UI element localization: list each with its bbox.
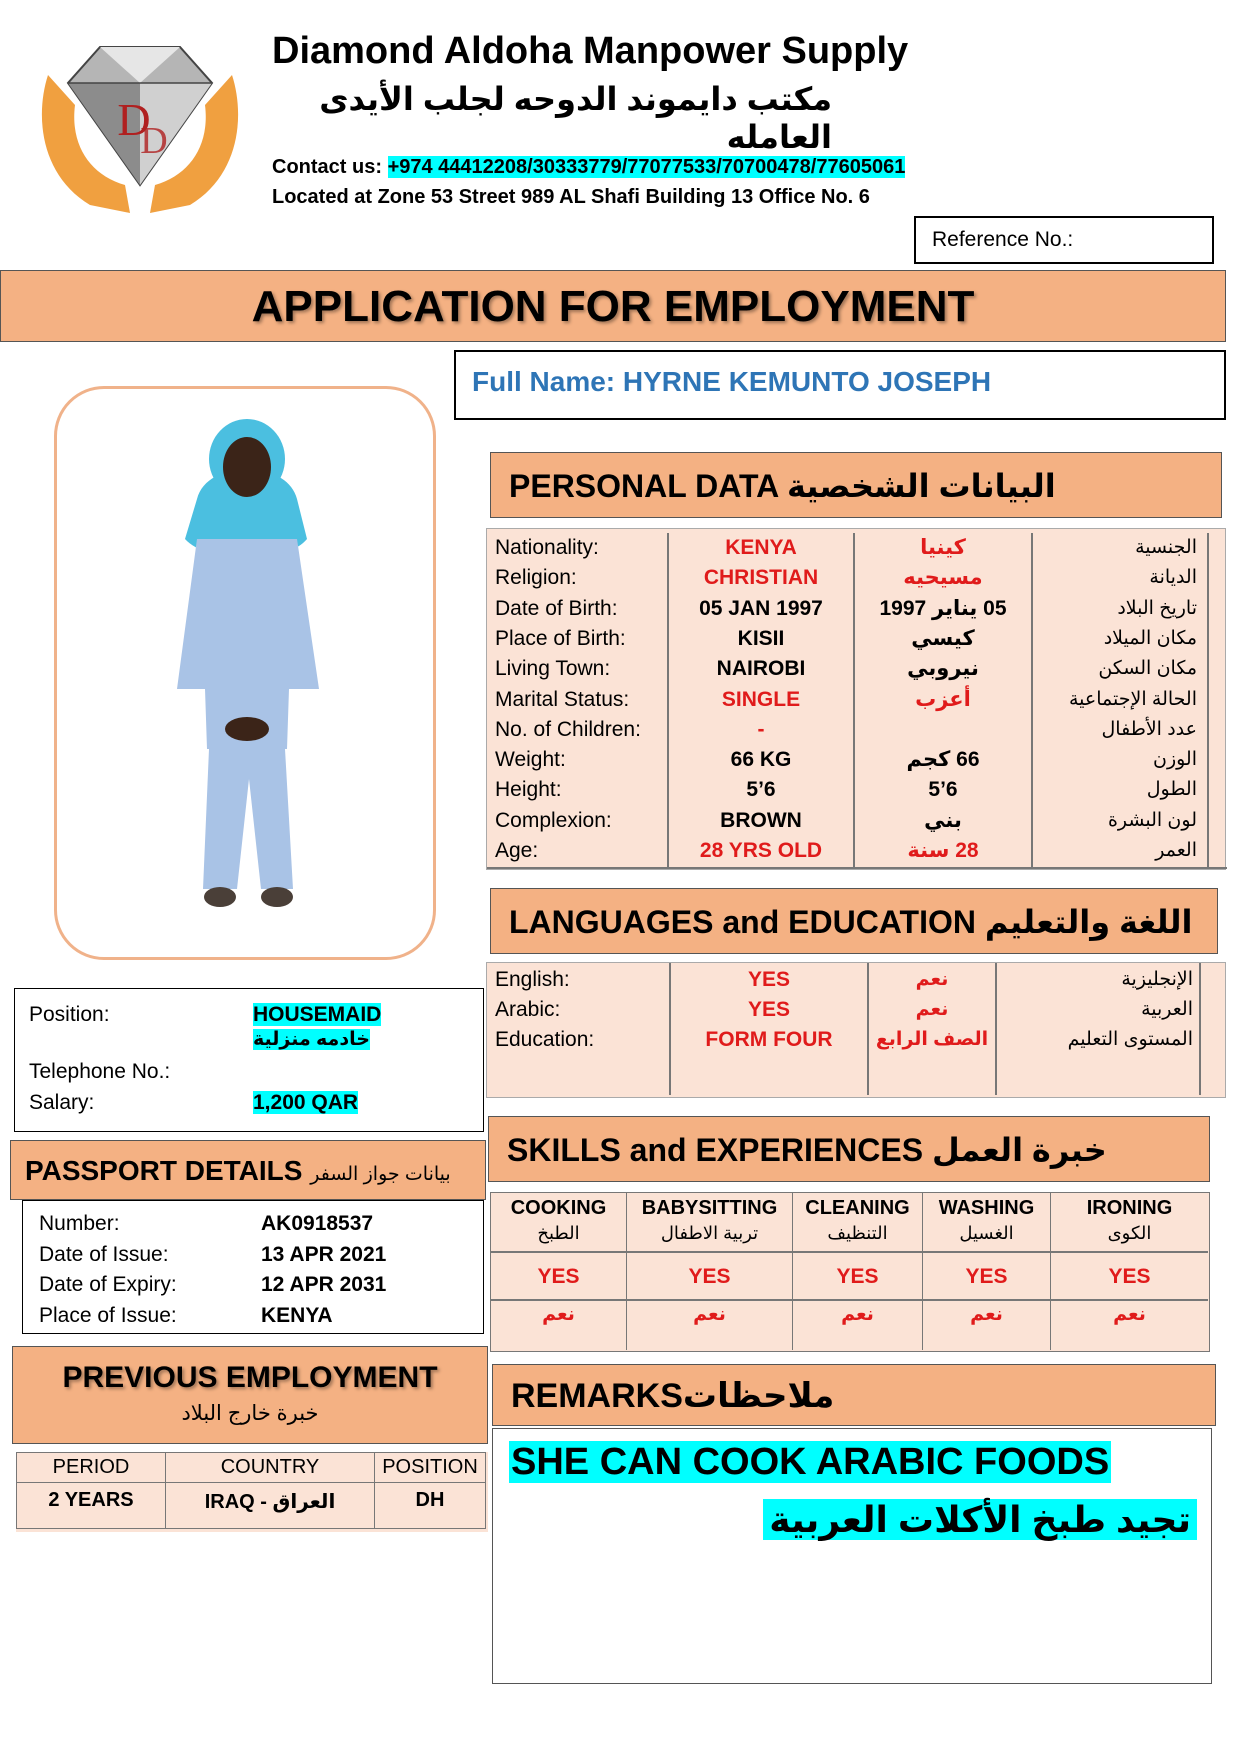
personal-value: KISII	[737, 626, 785, 650]
personal-row	[487, 594, 1227, 624]
skills-table	[490, 1192, 1210, 1352]
skill-column	[1051, 1193, 1208, 1350]
page-title: APPLICATION FOR EMPLOYMENT	[0, 270, 1226, 342]
personal-heading-en: PERSONAL DATA	[509, 468, 779, 504]
passport-row	[39, 1301, 479, 1331]
passport-label: Date of Issue:	[39, 1242, 169, 1266]
skill-yes-ar: نعم	[693, 1304, 726, 1325]
personal-label: Height:	[495, 778, 562, 802]
personal-label-ar: الطول	[1146, 779, 1197, 801]
contact-label: Contact us:	[272, 156, 382, 178]
position-value: HOUSEMAID	[253, 1003, 382, 1026]
skill-yes-ar: نعم	[841, 1304, 874, 1325]
personal-label-ar: الجنسية	[1135, 537, 1197, 558]
skill-column	[793, 1193, 923, 1350]
personal-label: Religion:	[495, 566, 577, 590]
passport-label: Number:	[39, 1212, 120, 1235]
personal-label-ar: لون البشرة	[1107, 809, 1197, 831]
language-row	[487, 995, 1227, 1025]
company-name-en: Diamond Aldoha Manpower Supply	[272, 30, 909, 72]
personal-label: Marital Status:	[495, 687, 630, 711]
language-label: Arabic:	[495, 998, 561, 1021]
skill-name-ar: الكوى	[1107, 1223, 1152, 1243]
position-label: Position:	[29, 1003, 110, 1026]
previous-table	[16, 1452, 488, 1532]
skill-name: IRONING	[1086, 1197, 1173, 1219]
personal-value-ar: 66 كجم	[906, 748, 980, 772]
personal-value: SINGLE	[721, 687, 801, 711]
personal-value: NAIROBI	[716, 657, 806, 681]
col-period: PERIOD	[17, 1453, 166, 1483]
skill-yes-ar: نعم	[1113, 1304, 1146, 1325]
skill-yes-ar: نعم	[970, 1304, 1003, 1325]
personal-label-ar: الوزن	[1152, 749, 1197, 771]
personal-label-ar: عدد الأطفال	[1101, 718, 1197, 740]
personal-value-ar: نيروبي	[907, 657, 979, 681]
passport-label: Date of Expiry:	[39, 1273, 177, 1296]
skill-yes: YES	[1108, 1265, 1151, 1288]
personal-value-ar: بني	[924, 808, 962, 832]
passport-row	[39, 1209, 479, 1239]
language-value: FORM FOUR	[705, 1028, 833, 1051]
personal-value-ar: 05 يناير 1997	[879, 596, 1007, 620]
personal-row	[487, 806, 1227, 836]
contact-line	[272, 156, 905, 179]
personal-value-ar: مسيحيه	[903, 566, 983, 590]
reference-label: Reference No.:	[932, 228, 1074, 251]
language-value-ar: الصف الرابع	[875, 1029, 989, 1050]
personal-value: 05 JAN 1997	[699, 596, 823, 620]
remark-line-en: SHE CAN COOK ARABIC FOODS	[511, 1441, 1110, 1483]
passport-box	[22, 1200, 484, 1334]
prev-position: DH	[375, 1483, 486, 1529]
salary-label: Salary:	[29, 1091, 95, 1114]
skill-yes-ar: نعم	[542, 1304, 575, 1325]
personal-heading-ar: البيانات الشخصية	[786, 468, 1056, 504]
personal-data-table	[486, 528, 1226, 870]
prev-country: IRAQ - العراق	[166, 1483, 375, 1529]
skill-column	[923, 1193, 1051, 1350]
skills-heading-en: SKILLS and EXPERIENCES	[507, 1132, 924, 1168]
passport-row	[39, 1270, 479, 1300]
skill-yes: YES	[537, 1265, 580, 1288]
remark-line-ar: تجيد طبخ الأكلات العربية	[763, 1499, 1197, 1540]
personal-label-ar: تاريخ البلاد	[1117, 597, 1197, 619]
personal-label: Date of Birth:	[495, 596, 618, 620]
previous-heading-en: PREVIOUS EMPLOYMENT	[62, 1361, 438, 1394]
personal-value: KENYA	[725, 536, 797, 559]
passport-header	[10, 1140, 486, 1200]
personal-value-ar: كيسي	[911, 626, 975, 650]
company-name-ar: مكتب دايموند الدوحه لجلب الأيدى العامله	[319, 81, 832, 155]
skill-name: CLEANING	[805, 1197, 910, 1219]
previous-header	[12, 1346, 488, 1444]
skill-column	[627, 1193, 793, 1350]
personal-row	[487, 775, 1227, 805]
language-row	[487, 965, 1227, 995]
skill-column	[491, 1193, 627, 1350]
personal-row	[487, 715, 1227, 745]
personal-label: No. of Children:	[495, 717, 641, 741]
passport-heading-ar: بيانات جواز السفر	[310, 1164, 451, 1185]
personal-row	[487, 654, 1227, 684]
passport-value: KENYA	[261, 1303, 333, 1327]
personal-row	[487, 624, 1227, 654]
passport-value: 13 APR 2021	[261, 1242, 387, 1266]
remarks-heading-en: REMARKS	[511, 1377, 683, 1415]
languages-heading-ar: اللغة والتعليم	[984, 904, 1193, 940]
telephone-label: Telephone No.:	[29, 1060, 171, 1083]
personal-value-ar: 6’5	[928, 778, 958, 802]
address: Located at Zone 53 Street 989 AL Shafi Building 13 Office No. 6	[272, 186, 870, 208]
skill-name: BABYSITTING	[641, 1197, 778, 1219]
col-position: POSITION	[375, 1453, 486, 1483]
personal-label-ar: الحالة الإجتماعية	[1069, 688, 1197, 710]
personal-value-ar: أعزب	[915, 687, 971, 711]
skill-yes: YES	[688, 1265, 731, 1288]
previous-heading-ar: خبرة خارج البلاد	[181, 1402, 319, 1425]
skill-name-ar: الغسيل	[959, 1223, 1014, 1243]
svg-text:D: D	[140, 120, 168, 162]
col-country: COUNTRY	[166, 1453, 375, 1483]
personal-value: 5’6	[746, 778, 776, 802]
full-name-box: Full Name: HYRNE KEMUNTO JOSEPH	[454, 350, 1226, 420]
skill-yes: YES	[836, 1265, 879, 1288]
personal-label: Weight:	[495, 748, 566, 772]
language-label: English:	[495, 968, 570, 991]
personal-label-ar: مكان الميلاد	[1103, 627, 1197, 649]
personal-label: Complexion:	[495, 808, 612, 832]
personal-value: 28 YRS OLD	[699, 839, 823, 862]
languages-heading-en: LANGUAGES and EDUCATION	[509, 904, 976, 940]
languages-header	[490, 888, 1218, 954]
personal-label-ar: العمر	[1155, 840, 1197, 861]
language-value-ar: نعم	[915, 969, 949, 990]
prev-period: 2 YEARS	[17, 1483, 166, 1529]
position-value-ar: خادمه منزلية	[253, 1029, 370, 1050]
company-logo	[30, 35, 250, 215]
language-label: Education:	[495, 1028, 595, 1051]
skill-name: COOKING	[510, 1197, 607, 1219]
personal-row	[487, 533, 1227, 563]
skill-name-ar: تربية الاطفال	[660, 1223, 759, 1243]
svg-text:D: D	[117, 94, 151, 145]
skill-yes: YES	[965, 1265, 1008, 1288]
personal-label: Nationality:	[495, 536, 599, 559]
personal-value: -	[757, 717, 765, 741]
language-value: YES	[747, 998, 791, 1021]
skill-name-ar: الطبخ	[537, 1223, 580, 1243]
salary-value: 1,200 QAR	[253, 1091, 359, 1114]
skills-header	[488, 1116, 1210, 1182]
language-label-ar: الإنجليزية	[1121, 969, 1193, 990]
personal-row	[487, 745, 1227, 775]
remarks-header	[492, 1364, 1216, 1426]
personal-row	[487, 685, 1227, 715]
personal-row	[487, 563, 1227, 593]
position-box	[14, 988, 484, 1132]
language-value-ar: نعم	[915, 999, 949, 1020]
language-row	[487, 1025, 1227, 1055]
skill-name-ar: التنظيف	[827, 1223, 888, 1243]
personal-label: Living Town:	[495, 657, 611, 681]
language-value: YES	[747, 968, 791, 991]
personal-label-ar: مكان السكن	[1098, 658, 1197, 680]
passport-value: AK0918537	[261, 1212, 374, 1235]
skill-name: WASHING	[938, 1197, 1035, 1219]
personal-value: 66 KG	[730, 748, 792, 772]
personal-value-ar: 28 سنة	[907, 839, 979, 862]
personal-row	[487, 836, 1227, 866]
language-label-ar: المستوى التعليم	[1067, 1029, 1193, 1050]
remarks-box	[492, 1428, 1212, 1684]
personal-label: Place of Birth:	[495, 626, 626, 650]
passport-row	[39, 1240, 479, 1270]
passport-heading-en: PASSPORT DETAILS	[25, 1155, 303, 1186]
passport-value: 12 APR 2031	[261, 1273, 387, 1296]
language-label-ar: العربية	[1141, 999, 1193, 1020]
personal-label-ar: الديانة	[1149, 567, 1197, 589]
contact-numbers: +974 44412208/30333779/77077533/70700478/77605061	[387, 156, 906, 178]
reference-box	[914, 216, 1214, 264]
personal-value: CHRISTIAN	[703, 566, 819, 590]
personal-value: BROWN	[720, 808, 802, 832]
languages-table	[486, 962, 1226, 1098]
personal-label: Age:	[495, 839, 539, 862]
skills-heading-ar: خبرة العمل	[931, 1132, 1107, 1168]
passport-label: Place of Issue:	[39, 1303, 177, 1327]
remarks-heading-ar: ملاحظات	[682, 1377, 835, 1415]
personal-data-header	[490, 452, 1222, 518]
personal-value-ar: كينيا	[920, 536, 966, 559]
applicant-photo	[54, 386, 436, 960]
